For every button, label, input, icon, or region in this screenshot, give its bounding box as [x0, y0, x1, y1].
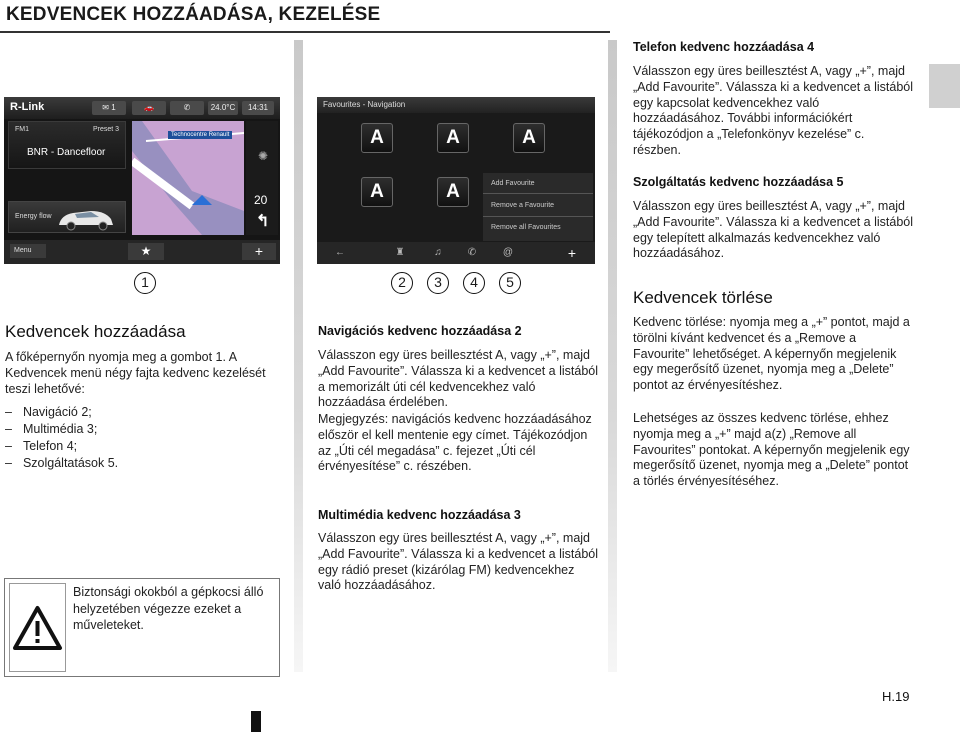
- nav-favourite-heading: Navigációs kedvenc hozzáadása 2: [318, 324, 522, 338]
- warning-icon-frame: [9, 583, 66, 672]
- safety-warning-text: Biztonsági okokból a gépkocsi álló helyzetében végezze ezeket a műveleteket.: [73, 585, 264, 632]
- multimedia-favourite-text: Válasszon egy üres beillesztést A, vagy „+”, majd „Add Favourite”. Válassza ki a kedvencet a listából egy rádió preset (kizárólag FM) kedvencekhez való hozzáadásához.: [318, 531, 598, 593]
- back-arrow-icon[interactable]: ←: [335, 247, 345, 258]
- menu-button[interactable]: Menu: [10, 244, 46, 258]
- favourite-slot-4[interactable]: A: [361, 177, 393, 207]
- tab-navigation-icon[interactable]: ♜: [395, 247, 405, 258]
- menu-item-remove-all-favourites[interactable]: Remove all Favourites: [491, 224, 561, 231]
- rlink-home-screen: [4, 97, 280, 264]
- favourites-navigation-screen: [317, 97, 595, 264]
- list-item: – Navigáció 2;: [5, 404, 118, 421]
- list-item: – Multimédia 3;: [5, 421, 118, 438]
- favourites-tab-bar: [317, 242, 595, 264]
- delete-favourites-heading: Kedvencek törlése: [633, 288, 773, 307]
- add-favourites-heading: Kedvencek hozzáadása: [5, 322, 186, 341]
- radio-widget[interactable]: [8, 121, 126, 169]
- page-title: KEDVENCEK HOZZÁADÁSA, KEZELÉSE: [6, 4, 381, 25]
- column-separator-left: [294, 40, 303, 672]
- callout-2: 2: [391, 272, 413, 294]
- favourite-slot-5[interactable]: A: [437, 177, 469, 207]
- radio-band: FM1: [15, 126, 29, 133]
- turn-left-icon: ↰: [256, 213, 270, 230]
- tab-multimedia-icon[interactable]: ♫: [434, 247, 442, 258]
- status-bar: [4, 97, 280, 119]
- favourites-context-menu: [483, 173, 593, 241]
- favourite-slot-2[interactable]: A: [437, 123, 469, 153]
- safety-warning-box: [4, 578, 280, 677]
- section-tab-marker: [929, 64, 960, 108]
- menu-item-add-favourite[interactable]: Add Favourite: [491, 180, 535, 187]
- phone-icon[interactable]: ✆: [170, 101, 204, 115]
- message-indicator[interactable]: ✉ 1: [92, 101, 126, 115]
- favourite-slot-1[interactable]: A: [361, 123, 393, 153]
- favourites-star-button[interactable]: ★: [128, 243, 164, 260]
- tab-phone-icon[interactable]: ✆: [467, 247, 477, 258]
- rlink-logo: R-Link: [10, 101, 45, 113]
- navigation-side-panel: [246, 121, 278, 235]
- radio-station: BNR - Dancefloor: [27, 147, 106, 158]
- delete-all-favourites-text: Lehetséges az összes kedvenc törlése, ehhez nyomja meg a „+” majd a(z) „Remove all Favourites” pontokat. A képernyőn megjelenik egy megerősítő üzenet, nyomja meg a „Delete” pontot a törlés érvényesítéséhez.: [633, 411, 910, 489]
- bottom-bar: [4, 240, 280, 264]
- warning-triangle-icon: [10, 584, 65, 671]
- nav-favourite-text: Válasszon egy üres beillesztést A, vagy „+”, majd „Add Favourite”. Válassza ki a kedvencet a listából a memorizált úti cél kedvencekhez való hozzáadása érdelében.: [318, 348, 598, 410]
- temperature-readout: 24.0°C: [208, 101, 238, 115]
- multimedia-favourite-heading: Multimédia kedvenc hozzáadása 3: [318, 508, 521, 522]
- callout-3: 3: [427, 272, 449, 294]
- favourite-slot-3[interactable]: A: [513, 123, 545, 153]
- loading-icon: ✺: [258, 149, 269, 163]
- callout-4: 4: [463, 272, 485, 294]
- menu-divider: [483, 193, 593, 194]
- favourites-title: Favourites - Navigation: [323, 100, 406, 109]
- clock: 14:31: [242, 101, 274, 115]
- menu-divider: [483, 216, 593, 217]
- navigation-map[interactable]: [132, 121, 244, 235]
- tab-services-icon[interactable]: @: [502, 247, 514, 258]
- map-poi-label: Technocentre Renault: [168, 131, 232, 139]
- column-separator-right: [608, 40, 617, 672]
- list-item: – Szolgáltatások 5.: [5, 455, 118, 472]
- energy-flow-widget[interactable]: [8, 201, 126, 233]
- print-mark: [251, 711, 261, 732]
- favourite-types-list: [5, 404, 118, 472]
- phone-favourite-text: Válasszon egy üres beillesztést A, vagy „+”, majd „Add Favourite”. Válassza ki a kedvencet a listából egy kapcsolat kedvencekhez való hozzáadásához. További információkért tájékozódjon a „Telefonkönyv kezelése” c. részben.: [633, 64, 913, 157]
- add-plus-button[interactable]: +: [567, 245, 577, 261]
- callout-1: 1: [134, 272, 156, 294]
- turn-distance: 20: [254, 193, 268, 207]
- delete-favourite-text: Kedvenc törlése: nyomja meg a „+” pontot, majd a törölni kívánt kedvencet és a „Remove a Favourite” lehetőséget. A képernyőn megjelenik egy megerősítő üzenet, nyomja meg a „Delete” pontot az érvényesítéshez.: [633, 315, 910, 393]
- energy-flow-label: Energy flow: [15, 213, 52, 220]
- nav-favourite-note: Megjegyzés: navigációs kedvenc hozzáadásához először el kell mentenie egy címet. Tájékozódjon az „Úti cél megadása” c. fejezet „Úti cél érvényesítése” c. részében.: [318, 412, 592, 474]
- favourites-title-bar: [317, 97, 595, 113]
- title-rule: [0, 31, 610, 33]
- envelope-icon: ✉: [102, 103, 109, 112]
- list-item: – Telefon 4;: [5, 438, 118, 455]
- menu-item-remove-favourite[interactable]: Remove a Favourite: [491, 202, 555, 209]
- callout-5: 5: [499, 272, 521, 294]
- plus-button[interactable]: +: [242, 243, 276, 260]
- car-image-icon: [55, 205, 117, 231]
- service-favourite-heading: Szolgáltatás kedvenc hozzáadása 5: [633, 175, 844, 189]
- radio-preset: Preset 3: [93, 126, 120, 133]
- add-favourites-intro: A főképernyőn nyomja meg a gombot 1. A Kedvencek menü négy fajta kedvenc kezelését teszi lehetővé:: [5, 350, 266, 396]
- phone-favourite-heading: Telefon kedvenc hozzáadása 4: [633, 40, 815, 54]
- page-number: H.19: [882, 689, 910, 704]
- service-favourite-text: Válasszon egy üres beillesztést A, vagy „+”, majd „Add Favourite”. Válassza ki a kedvencet a listából egy telepített alkalmazás kedvencekhez való hozzáadásához.: [633, 199, 913, 261]
- car-icon[interactable]: 🚗: [132, 101, 166, 115]
